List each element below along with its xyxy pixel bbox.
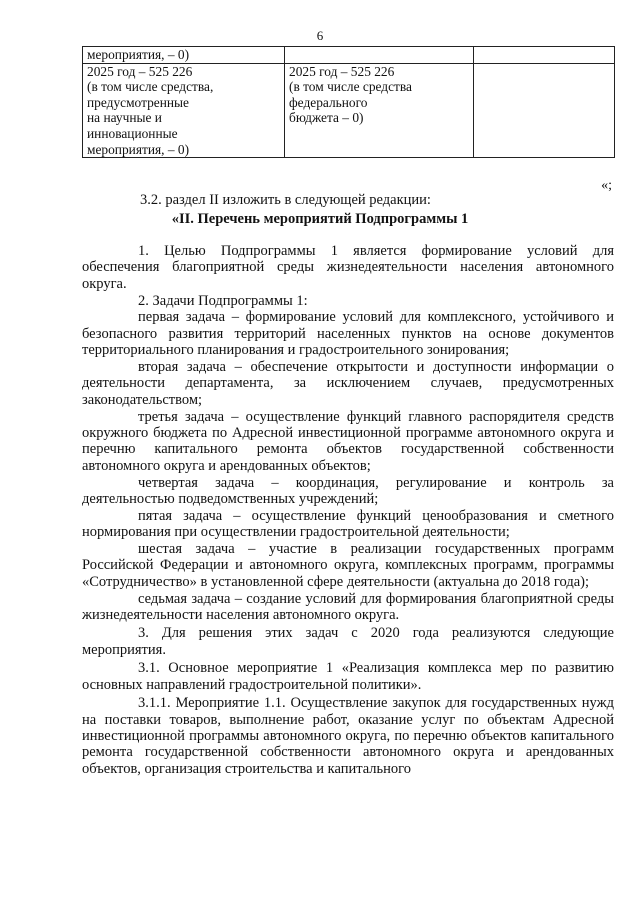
cell-line: федерального <box>289 94 368 110</box>
paragraph: первая задача – формирование условий для комплексного, устойчивого и безопасного развития территорий населенных пунктов на основе документов территориального планирования и градостроительного зонирования; <box>82 309 614 359</box>
cell-line: бюджета – 0) <box>289 110 364 126</box>
paragraph: третья задача – осуществление функций главного распорядителя средств окружного бюджета по Адресной инвестиционной программе автономного округа и перечню капитального ремонта объектов государственной собственности автономного округа и арендованных объектов; <box>82 408 614 474</box>
cell-line: инновационные <box>87 125 178 141</box>
table-cell <box>474 47 615 64</box>
cell-line: (в том числе средства, <box>87 79 214 95</box>
section-intro: 3.2. раздел II изложить в следующей редакции: <box>140 192 431 208</box>
paragraph: 3.1.1. Мероприятие 1.1. Осуществление закупок для государственных нужд на поставки товаров, выполнение работ, оказание услуг по объектам Адресной инвестиционной программы автономного округа, по перечню объектов капитального ремонта государственной собственности автономного округа и арендованных объектов, организация строительства и капитального <box>82 695 614 777</box>
table-cell <box>83 47 285 64</box>
paragraph: четвертая задача – координация, регулирование и контроль за деятельностью подведомственных учреждений; <box>82 474 614 508</box>
cell-line: на научные и <box>87 110 162 126</box>
table-cell <box>285 47 474 64</box>
body-text <box>82 243 614 778</box>
paragraph: пятая задача – осуществление функций ценообразования и сметного нормирования при осуществлении градостроительной деятельности; <box>82 507 614 541</box>
cell-line: предусмотренные <box>87 94 189 110</box>
cell-line: 2025 год – 525 226 <box>87 63 193 79</box>
cell-line: мероприятия, – 0) <box>87 141 190 157</box>
page-number: 6 <box>316 28 324 43</box>
paragraph: седьмая задача – создание условий для формирования благоприятной среды жизнедеятельности населения автономного округа. <box>82 590 614 624</box>
closing-quote: «; <box>601 178 612 193</box>
cell-line: 2025 год – 525 226 <box>289 63 395 79</box>
cell-line: мероприятия, – 0) <box>87 47 190 62</box>
paragraph: 1. Целью Подпрограммы 1 является формирование условий для обеспечения благоприятной среды жизнедеятельности населения автономного округа. <box>82 243 614 292</box>
paragraph: вторая задача – обеспечение открытости и доступности информации о деятельности департамента, за исключением случаев, предусмотренных законодательством; <box>82 359 614 408</box>
cell-line: (в том числе средства <box>289 79 412 95</box>
paragraph: 3. Для решения этих задач с 2020 года реализуются следующие мероприятия. <box>82 625 614 658</box>
paragraph: 2. Задачи Подпрограммы 1: <box>138 292 308 309</box>
funding-table <box>82 46 615 158</box>
table-cell <box>285 63 474 158</box>
table-cell <box>83 63 285 158</box>
paragraph: 3.1. Основное мероприятие 1 «Реализация комплекса мер по развитию основных направлений градостроительной политики». <box>82 660 614 693</box>
section-title: «II. Перечень мероприятий Подпрограммы 1 <box>171 211 469 227</box>
table-row <box>83 63 615 158</box>
table-cell <box>474 63 615 158</box>
paragraph: шестая задача – участие в реализации государственных программ Российской Федерации и автономного округа, комплексных программ, программы «Сотрудничество» в установленной сфере деятельности (актуальна до 2018 года); <box>82 541 614 590</box>
table-row <box>83 47 615 64</box>
